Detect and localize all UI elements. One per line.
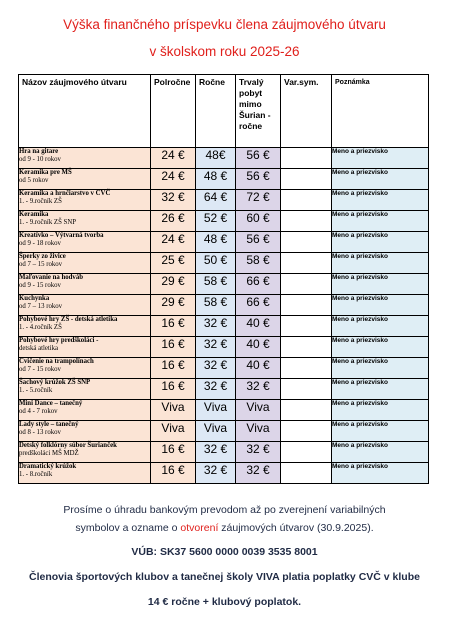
activity-name-cell	[19, 463, 151, 484]
variable-symbol-cell	[281, 316, 332, 337]
club-members-note: Členovia športových klubov a tanečnej školy VIVA platia poplatky CVČ v klube	[29, 571, 420, 583]
note-cell: Meno a priezvisko	[332, 169, 429, 190]
activity-name-cell	[19, 148, 151, 169]
table-row	[19, 169, 429, 190]
price-semester: 32 €	[151, 190, 196, 211]
price-semester: 16 €	[151, 442, 196, 463]
variable-symbol-cell	[281, 421, 332, 442]
price-year: Viva	[196, 421, 236, 442]
table-row	[19, 463, 429, 484]
price-outside: 40 €	[236, 358, 281, 379]
activity-name: Cvičenie na trampolínach	[19, 358, 94, 365]
instruction-highlight: otvorení	[180, 522, 219, 534]
table-row	[19, 211, 429, 232]
header-name: Názov záujmového útvaru	[19, 75, 151, 148]
price-semester: 24 €	[151, 148, 196, 169]
variable-symbol-cell	[281, 190, 332, 211]
price-outside: 32 €	[236, 442, 281, 463]
price-outside: 66 €	[236, 295, 281, 316]
table-row	[19, 232, 429, 253]
activity-name: Detský folklórny súbor Šurianček	[19, 442, 117, 449]
fee-table	[18, 74, 429, 484]
price-year: 58 €	[196, 295, 236, 316]
activity-age: 1. - 9.ročník ZŠ SNP	[19, 219, 77, 226]
activity-name: Kreatívko – Výtvarná tvorba	[19, 232, 104, 239]
price-year: 48 €	[196, 169, 236, 190]
price-semester: 16 €	[151, 337, 196, 358]
table-row	[19, 316, 429, 337]
price-year: 32 €	[196, 337, 236, 358]
activity-name-cell	[19, 379, 151, 400]
activity-age: od 5 rokov	[19, 177, 49, 184]
variable-symbol-cell	[281, 400, 332, 421]
variable-symbol-cell	[281, 379, 332, 400]
activity-name: Pohybové hry predškoláci -	[19, 337, 99, 344]
price-semester: Viva	[151, 421, 196, 442]
note-cell: Meno a priezvisko	[332, 358, 429, 379]
variable-symbol-cell	[281, 295, 332, 316]
price-semester: 26 €	[151, 211, 196, 232]
table-row	[19, 442, 429, 463]
activity-age: od 8 - 13 rokov	[19, 429, 61, 436]
variable-symbol-cell	[281, 148, 332, 169]
note-cell: Meno a priezvisko	[332, 274, 429, 295]
activity-age: od 9 - 10 rokov	[19, 156, 61, 163]
note-cell: Meno a priezvisko	[332, 148, 429, 169]
note-cell: Meno a priezvisko	[332, 253, 429, 274]
table-row	[19, 400, 429, 421]
note-cell: Meno a priezvisko	[332, 232, 429, 253]
activity-age: od 9 - 15 rokov	[19, 282, 61, 289]
price-outside: 32 €	[236, 463, 281, 484]
price-year: Viva	[196, 400, 236, 421]
document-subtitle: v školskom roku 2025-26	[149, 44, 300, 59]
price-semester: 16 €	[151, 379, 196, 400]
note-cell: Meno a priezvisko	[332, 190, 429, 211]
table-row	[19, 190, 429, 211]
price-year: 64 €	[196, 190, 236, 211]
price-semester: 29 €	[151, 295, 196, 316]
price-outside: 56 €	[236, 232, 281, 253]
variable-symbol-cell	[281, 463, 332, 484]
table-row	[19, 421, 429, 442]
price-year: 32 €	[196, 379, 236, 400]
price-semester: 29 €	[151, 274, 196, 295]
table-row	[19, 253, 429, 274]
activity-name: Keramika	[19, 211, 49, 218]
price-outside: Viva	[236, 400, 281, 421]
price-year: 50 €	[196, 253, 236, 274]
note-cell: Meno a priezvisko	[332, 295, 429, 316]
activity-name-cell	[19, 274, 151, 295]
price-year: 32 €	[196, 442, 236, 463]
activity-name: Hra na gitare	[19, 148, 59, 155]
activity-name: Dramatický krúžok	[19, 463, 77, 470]
note-cell: Meno a priezvisko	[332, 463, 429, 484]
header-semester: Polročne	[151, 75, 196, 148]
price-year: 48€	[196, 148, 236, 169]
variable-symbol-cell	[281, 169, 332, 190]
note-cell: Meno a priezvisko	[332, 316, 429, 337]
activity-age: od 7 – 13 rokov	[19, 303, 63, 310]
payment-instruction: Prosíme o úhradu bankovým prevodom až po zverejnení variabilných	[63, 504, 386, 516]
price-year: 48 €	[196, 232, 236, 253]
price-year: 52 €	[196, 211, 236, 232]
activity-age: 1. - 8.ročník	[19, 471, 53, 478]
payment-instruction-2	[0, 522, 449, 534]
activity-name-cell	[19, 190, 151, 211]
activity-name-cell	[19, 295, 151, 316]
price-outside: 66 €	[236, 274, 281, 295]
activity-name-cell	[19, 253, 151, 274]
activity-age: od 4 - 7 rokov	[19, 408, 58, 415]
activity-name-cell	[19, 316, 151, 337]
price-year: 32 €	[196, 463, 236, 484]
table-row	[19, 358, 429, 379]
header-year: Ročne	[196, 75, 236, 148]
table-row	[19, 274, 429, 295]
activity-name: Keramika a hrnčiarstvo v CVČ	[19, 190, 111, 197]
price-year: 32 €	[196, 316, 236, 337]
price-outside: 40 €	[236, 337, 281, 358]
price-year: 58 €	[196, 274, 236, 295]
activity-name-cell	[19, 211, 151, 232]
activity-name: Mini Dance – tanečný	[19, 400, 83, 407]
activity-name-cell	[19, 232, 151, 253]
activity-name-cell	[19, 400, 151, 421]
variable-symbol-cell	[281, 211, 332, 232]
price-semester: 24 €	[151, 169, 196, 190]
activity-age: 1. - 4.ročník ZŠ	[19, 324, 62, 331]
activity-name: Keramika pre MŠ	[19, 169, 72, 176]
activity-name: Šachový krúžok ZŠ SNP	[19, 379, 91, 386]
note-cell: Meno a priezvisko	[332, 442, 429, 463]
club-fee-note: 14 € ročne + klubový poplatok.	[147, 596, 302, 608]
header-note: Poznámka	[332, 75, 429, 148]
activity-name: Maľovanie na hodváb	[19, 274, 83, 281]
activity-age: od 7 – 15 rokov	[19, 261, 63, 268]
activity-name: Pohybové hry ZŠ - detská atletika	[19, 316, 118, 323]
variable-symbol-cell	[281, 442, 332, 463]
note-cell: Meno a priezvisko	[332, 421, 429, 442]
price-outside: 40 €	[236, 316, 281, 337]
activity-name-cell	[19, 169, 151, 190]
bank-account: VÚB: SK37 5600 0000 0039 3535 8001	[131, 546, 318, 558]
header-varsym: Var.sym.	[281, 75, 332, 148]
table-row	[19, 148, 429, 169]
activity-name-cell	[19, 337, 151, 358]
activity-name-cell	[19, 442, 151, 463]
price-outside: 60 €	[236, 211, 281, 232]
price-outside: 58 €	[236, 253, 281, 274]
variable-symbol-cell	[281, 274, 332, 295]
table-row	[19, 379, 429, 400]
activity-age: predškoláci MŠ MDŽ	[19, 450, 79, 457]
header-outside: Trvalý pobyt mimo Šurian - ročne	[236, 75, 281, 148]
table-header-row	[19, 75, 429, 148]
price-semester: 16 €	[151, 463, 196, 484]
note-cell: Meno a priezvisko	[332, 400, 429, 421]
price-semester: 16 €	[151, 358, 196, 379]
variable-symbol-cell	[281, 232, 332, 253]
instruction-text-a: symbolov a ozname o	[75, 522, 181, 534]
price-semester: 16 €	[151, 316, 196, 337]
price-outside: 32 €	[236, 379, 281, 400]
variable-symbol-cell	[281, 358, 332, 379]
note-cell: Meno a priezvisko	[332, 379, 429, 400]
variable-symbol-cell	[281, 337, 332, 358]
activity-age: 1. - 5.ročník	[19, 387, 53, 394]
note-cell: Meno a priezvisko	[332, 211, 429, 232]
activity-age: od 9 - 18 rokov	[19, 240, 61, 247]
activity-name: Šperky zo živice	[19, 253, 66, 260]
price-outside: 56 €	[236, 148, 281, 169]
activity-age: od 7 - 15 rokov	[19, 366, 61, 373]
activity-age: 1. - 9.ročník ZŠ	[19, 198, 62, 205]
price-semester: 24 €	[151, 232, 196, 253]
variable-symbol-cell	[281, 253, 332, 274]
note-cell: Meno a priezvisko	[332, 337, 429, 358]
price-outside: 72 €	[236, 190, 281, 211]
activity-name: Kuchynka	[19, 295, 50, 302]
price-semester: Viva	[151, 400, 196, 421]
activity-name: Lady style – tanečný	[19, 421, 79, 428]
document-title: Výška finančného príspevku člena záujmového útvaru	[63, 17, 386, 32]
table-row	[19, 337, 429, 358]
price-outside: 56 €	[236, 169, 281, 190]
price-year: 32 €	[196, 358, 236, 379]
activity-name-cell	[19, 358, 151, 379]
instruction-text-b: záujmových útvarov (30.9.2025).	[218, 522, 374, 534]
activity-age: detská atletika	[19, 345, 59, 352]
activity-name-cell	[19, 421, 151, 442]
price-semester: 25 €	[151, 253, 196, 274]
price-outside: Viva	[236, 421, 281, 442]
table-row	[19, 295, 429, 316]
